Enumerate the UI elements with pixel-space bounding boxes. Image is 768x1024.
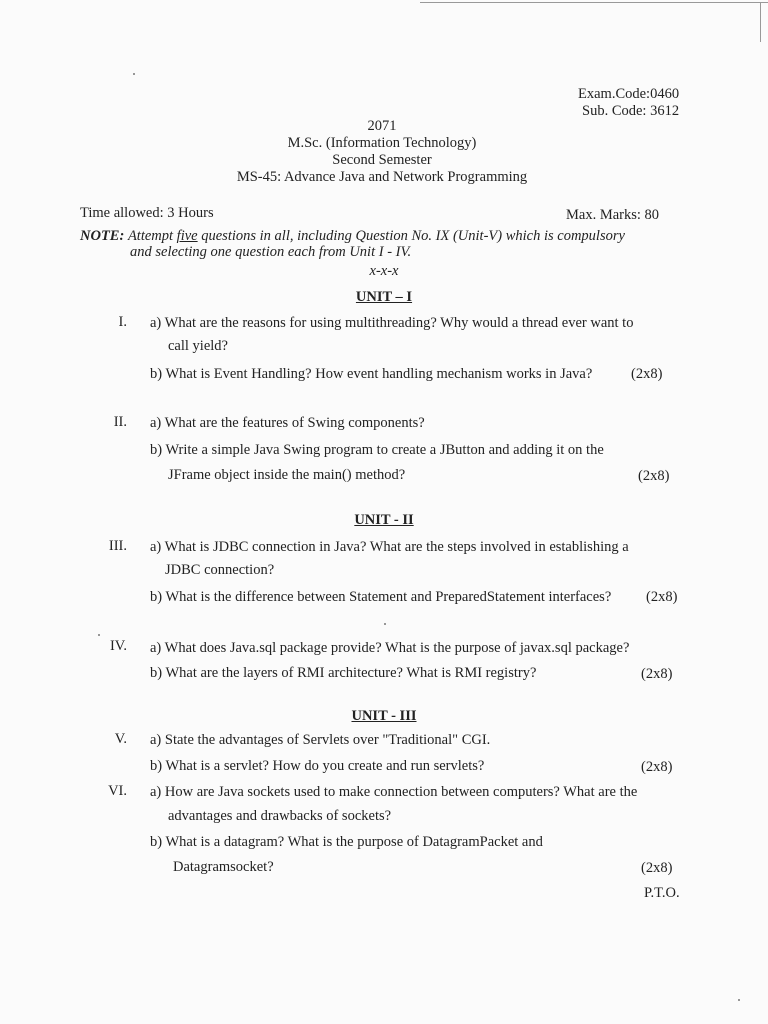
question-text: a) State the advantages of Servlets over "Traditional" CGI. xyxy=(150,732,491,748)
exam-year: 2071 xyxy=(367,118,397,134)
question-text: b) Write a simple Java Swing program to create a JButton and adding it on the xyxy=(150,442,604,458)
question-text: b) What is Event Handling? How event handling mechanism works in Java? xyxy=(150,366,593,382)
question-number: V. xyxy=(114,731,127,747)
scan-speck xyxy=(384,623,386,625)
scan-speck xyxy=(738,999,740,1001)
degree-title: M.Sc. (Information Technology) xyxy=(287,135,477,151)
question-text: a) How are Java sockets used to make connection between computers? What are the xyxy=(150,784,638,800)
unit-1-heading: UNIT – I xyxy=(355,289,413,305)
question-number: I. xyxy=(118,314,127,330)
note-line-1 xyxy=(80,228,625,245)
note-attempt: Attempt xyxy=(127,228,174,244)
question-text: Datagramsocket? xyxy=(173,859,274,875)
note-line-2: and selecting one question each from Unit I - IV. xyxy=(130,244,412,260)
scan-speck xyxy=(133,73,135,75)
exam-code: Exam.Code:0460 xyxy=(578,86,680,102)
marks: (2x8) xyxy=(638,468,670,484)
question-text: JDBC connection? xyxy=(165,562,275,578)
question-text: advantages and drawbacks of sockets? xyxy=(168,808,392,824)
unit-2-heading: UNIT - II xyxy=(354,512,414,528)
question-text: b) What is a datagram? What is the purpose of DatagramPacket and xyxy=(150,834,543,850)
note-rest: questions in all, including Question No. IX (Unit-V) which is compulsory xyxy=(201,228,625,244)
question-number: VI. xyxy=(108,783,127,799)
note-label: NOTE: xyxy=(80,228,125,244)
question-text: b) What are the layers of RMI architecture? What is RMI registry? xyxy=(150,665,537,681)
marks: (2x8) xyxy=(641,860,673,876)
marks: (2x8) xyxy=(646,589,678,605)
separator: x-x-x xyxy=(369,263,399,279)
question-text: b) What is the difference between Statement and PreparedStatement interfaces? xyxy=(150,589,612,605)
sub-code: Sub. Code: 3612 xyxy=(582,103,680,119)
question-number: IV. xyxy=(109,638,127,654)
scan-speck xyxy=(98,634,100,636)
note-five: five xyxy=(176,228,198,244)
marks: (2x8) xyxy=(641,666,673,682)
marks: (2x8) xyxy=(641,759,673,775)
question-text: a) What are the reasons for using multithreading? Why would a thread ever want to xyxy=(150,315,634,331)
page-turn-note: P.T.O. xyxy=(644,885,680,901)
max-marks: Max. Marks: 80 xyxy=(566,207,660,223)
unit-3-heading: UNIT - III xyxy=(351,708,417,724)
scan-edge-right xyxy=(760,2,761,42)
question-text: a) What does Java.sql package provide? What is the purpose of javax.sql package? xyxy=(150,640,630,656)
scan-edge-top xyxy=(420,2,768,3)
question-number: III. xyxy=(108,538,127,554)
question-text: b) What is a servlet? How do you create and run servlets? xyxy=(150,758,485,774)
course-title: MS-45: Advance Java and Network Programming xyxy=(236,169,528,185)
question-number: II. xyxy=(113,414,127,430)
time-allowed: Time allowed: 3 Hours xyxy=(80,205,214,221)
question-text: JFrame object inside the main() method? xyxy=(168,467,406,483)
marks: (2x8) xyxy=(631,366,663,382)
question-text: a) What are the features of Swing components? xyxy=(150,415,425,431)
question-text: a) What is JDBC connection in Java? What are the steps involved in establishing a xyxy=(150,539,629,555)
question-text: call yield? xyxy=(168,338,228,354)
semester-title: Second Semester xyxy=(332,152,432,168)
